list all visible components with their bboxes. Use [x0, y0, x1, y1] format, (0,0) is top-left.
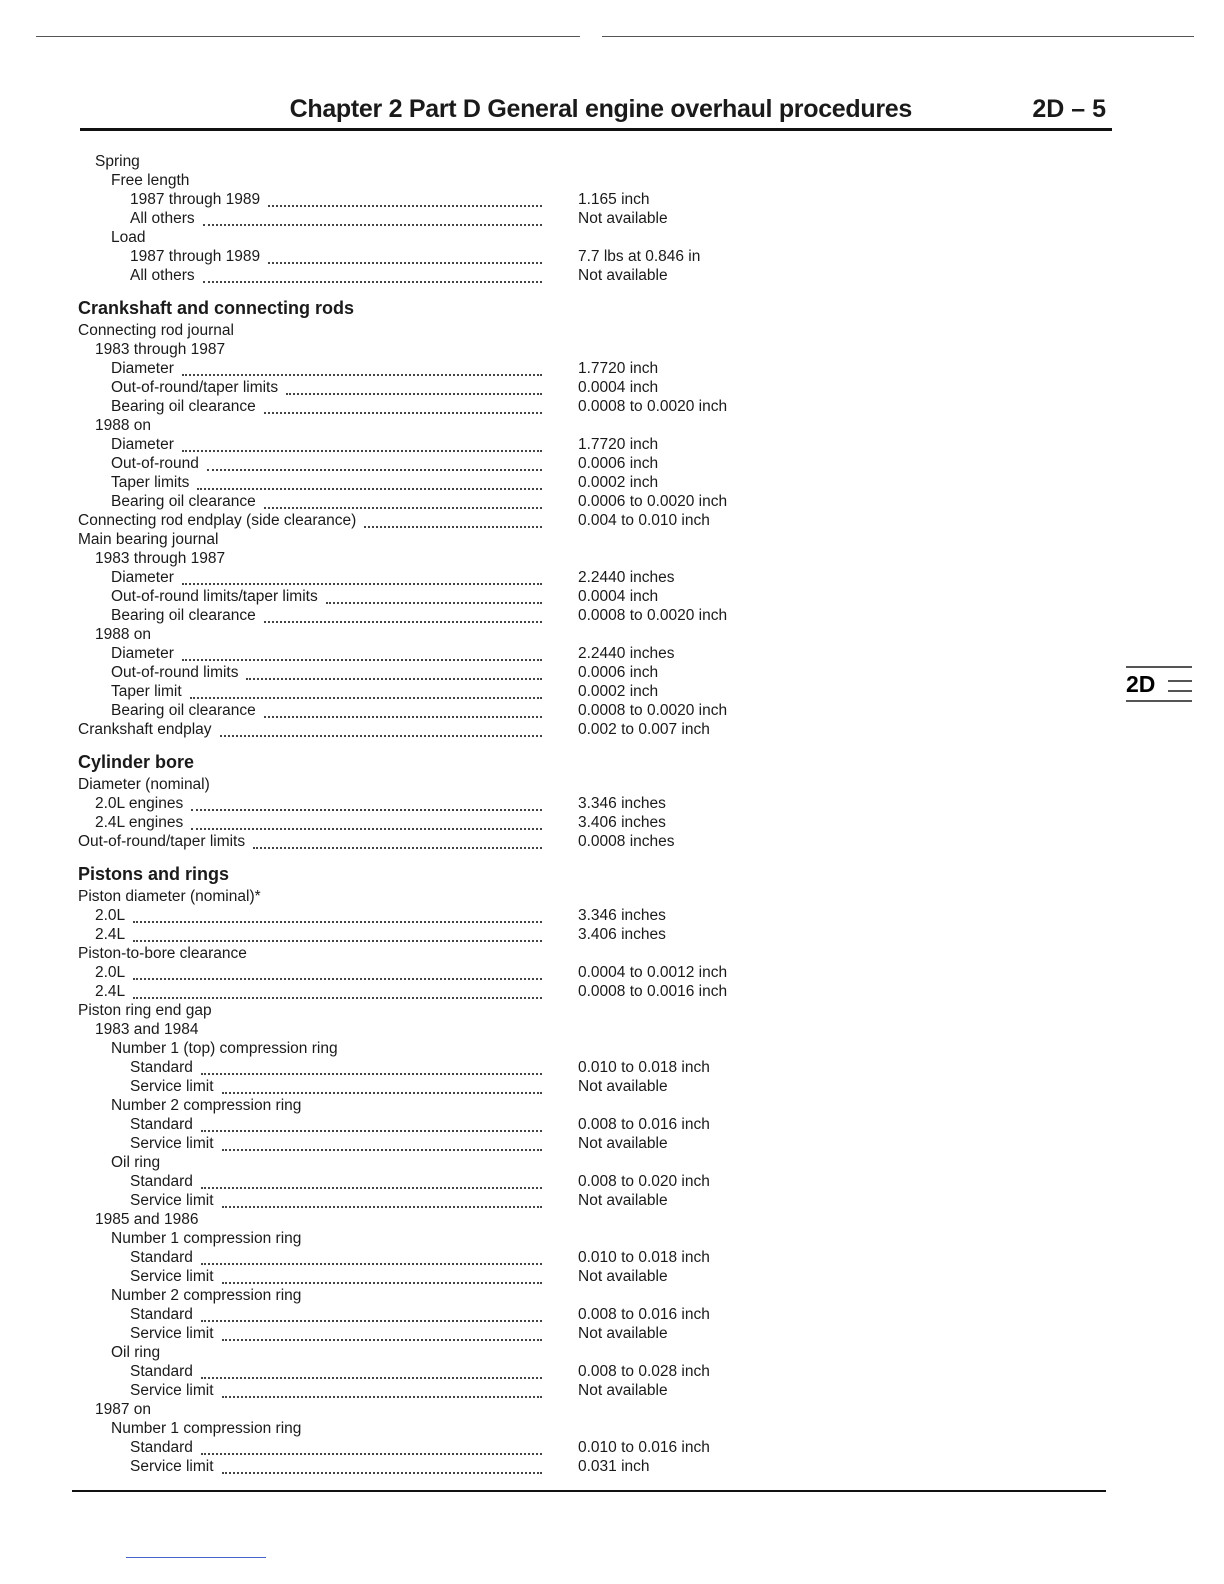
spec-value: 0.010 to 0.018 inch: [578, 1249, 710, 1266]
dot-leader: [182, 648, 542, 661]
spec-label: 2.0L engines: [95, 795, 184, 812]
spec-value: 2.2440 inches: [578, 569, 675, 586]
spec-value: 0.008 to 0.016 inch: [578, 1116, 710, 1133]
spec-label: Service limit: [130, 1325, 214, 1342]
spec-value: 0.0006 to 0.0020 inch: [578, 493, 728, 510]
spec-row: [0, 1096, 1224, 1115]
spec-label: Number 1 compression ring: [111, 1420, 302, 1437]
spec-label: Number 2 compression ring: [111, 1287, 302, 1304]
spec-value: Not available: [578, 1325, 668, 1342]
spec-label: 2.0L: [95, 964, 126, 981]
section-heading: [0, 861, 1224, 887]
spec-label: Oil ring: [111, 1154, 161, 1171]
dot-leader: [264, 705, 542, 718]
spec-value: 1.7720 inch: [578, 436, 659, 453]
dot-leader: [220, 724, 542, 737]
section-heading-text: Pistons and rings: [78, 864, 230, 884]
dot-leader: [222, 1081, 542, 1094]
spec-label: 2.4L: [95, 983, 126, 1000]
spec-row: [0, 1229, 1224, 1248]
spec-row: [0, 530, 1224, 549]
spec-label: Number 1 compression ring: [111, 1230, 302, 1247]
spec-label: Diameter: [111, 360, 174, 377]
spec-row: [0, 1324, 1224, 1343]
top-rule-right: [602, 36, 1194, 37]
spec-value: Not available: [578, 1078, 668, 1095]
spec-value: 3.406 inches: [578, 926, 666, 943]
spec-row: [0, 887, 1224, 906]
spec-label: 2.0L: [95, 907, 126, 924]
spec-row: [0, 228, 1224, 247]
spec-value: 0.0006 inch: [578, 664, 659, 681]
dot-leader: [222, 1138, 542, 1151]
section-heading: [0, 749, 1224, 775]
spec-label: 1983 through 1987: [95, 341, 226, 358]
spec-label: Diameter: [111, 645, 174, 662]
section-heading: [0, 295, 1224, 321]
dot-leader: [222, 1461, 542, 1474]
spec-label: Free length: [111, 172, 190, 189]
dot-leader: [222, 1385, 542, 1398]
spec-label: Diameter (nominal): [78, 776, 210, 793]
dot-leader: [264, 610, 542, 623]
spec-row: [0, 606, 1224, 625]
spec-row: [0, 1001, 1224, 1020]
spec-row: [0, 1153, 1224, 1172]
spec-label: Diameter: [111, 436, 174, 453]
spec-label: Load: [111, 229, 146, 246]
dot-leader: [203, 270, 542, 283]
spec-value: Not available: [578, 1382, 668, 1399]
dot-leader: [201, 1309, 542, 1322]
dot-leader: [201, 1176, 542, 1189]
tab-stripe: [1126, 700, 1192, 702]
spec-value: 1.165 inch: [578, 191, 650, 208]
spec-label: Crankshaft endplay: [78, 721, 212, 738]
spec-label: Piston diameter (nominal)*: [78, 888, 261, 905]
spec-row: [0, 340, 1224, 359]
spec-row: [0, 1191, 1224, 1210]
dot-leader: [191, 817, 542, 830]
footer-line: [126, 1557, 266, 1558]
spec-row: [0, 775, 1224, 794]
dot-leader: [364, 515, 542, 528]
spec-label: Taper limit: [111, 683, 182, 700]
dot-leader: [268, 251, 542, 264]
spec-row: [0, 1400, 1224, 1419]
spec-label: Oil ring: [111, 1344, 161, 1361]
dot-leader: [264, 401, 542, 414]
spec-value: 0.008 to 0.028 inch: [578, 1363, 710, 1380]
dot-leader: [182, 572, 542, 585]
spec-label: Service limit: [130, 1192, 214, 1209]
spec-label: Out-of-round/taper limits: [78, 833, 246, 850]
dot-leader: [191, 798, 542, 811]
spec-value: Not available: [578, 1268, 668, 1285]
spec-label: Bearing oil clearance: [111, 493, 256, 510]
spec-value: 0.002 to 0.007 inch: [578, 721, 710, 738]
spec-label: 1987 through 1989: [130, 191, 261, 208]
spec-row: [0, 492, 1224, 511]
spec-value: 0.031 inch: [578, 1458, 650, 1475]
spec-row: [0, 152, 1224, 171]
tab-stripe: [1168, 680, 1192, 682]
spec-value: Not available: [578, 267, 668, 284]
spec-row: [0, 813, 1224, 832]
spec-row: [0, 1039, 1224, 1058]
spec-label: Number 1 (top) compression ring: [111, 1040, 338, 1057]
spec-row: [0, 1419, 1224, 1438]
spec-label: Number 2 compression ring: [111, 1097, 302, 1114]
spec-label: Service limit: [130, 1135, 214, 1152]
spec-row: [0, 1267, 1224, 1286]
spec-label: Standard: [130, 1116, 193, 1133]
page-title: Chapter 2 Part D General engine overhaul procedures: [289, 95, 912, 123]
spec-row: [0, 625, 1224, 644]
spec-value: 0.010 to 0.016 inch: [578, 1439, 710, 1456]
spec-value: 0.0004 to 0.0012 inch: [578, 964, 728, 981]
page-header: [80, 94, 1112, 131]
spec-row: [0, 1210, 1224, 1229]
spec-value: 3.406 inches: [578, 814, 666, 831]
spec-value: 0.0008 to 0.0020 inch: [578, 607, 728, 624]
dot-leader: [222, 1328, 542, 1341]
spec-row: [0, 1077, 1224, 1096]
spec-row: [0, 473, 1224, 492]
spec-value: 2.2440 inches: [578, 645, 675, 662]
spec-label: Spring: [95, 153, 140, 170]
spec-value: 0.004 to 0.010 inch: [578, 512, 710, 529]
dot-leader: [201, 1062, 542, 1075]
section-heading-text: Crankshaft and connecting rods: [78, 298, 355, 318]
spec-label: Piston-to-bore clearance: [78, 945, 247, 962]
spec-label: Connecting rod journal: [78, 322, 234, 339]
spec-value: 1.7720 inch: [578, 360, 659, 377]
tab-label: 2D: [1126, 671, 1156, 697]
spec-row: [0, 1305, 1224, 1324]
dot-leader: [222, 1271, 542, 1284]
spec-label: 1983 and 1984: [95, 1021, 199, 1038]
spec-label: Service limit: [130, 1458, 214, 1475]
dot-leader: [246, 667, 542, 680]
dot-leader: [201, 1252, 542, 1265]
spec-label: 1988 on: [95, 417, 152, 434]
spec-row: [0, 171, 1224, 190]
spec-label: Standard: [130, 1249, 193, 1266]
spec-row: [0, 1438, 1224, 1457]
spec-value: 0.0002 inch: [578, 683, 659, 700]
spec-row: [0, 1115, 1224, 1134]
spec-value: Not available: [578, 1192, 668, 1209]
spec-label: 1988 on: [95, 626, 152, 643]
spec-row: [0, 321, 1224, 340]
spec-label: Service limit: [130, 1078, 214, 1095]
spec-row: [0, 944, 1224, 963]
spec-row: [0, 568, 1224, 587]
spec-value: 0.008 to 0.016 inch: [578, 1306, 710, 1323]
spec-label: Service limit: [130, 1382, 214, 1399]
spec-label: 1983 through 1987: [95, 550, 226, 567]
section-heading-text: Cylinder bore: [78, 752, 195, 772]
dot-leader: [133, 929, 542, 942]
spec-row: [0, 454, 1224, 473]
spec-value: 7.7 lbs at 0.846 in: [578, 248, 701, 265]
spec-row: [0, 416, 1224, 435]
spec-row: [0, 1020, 1224, 1039]
spec-row: [0, 701, 1224, 720]
dot-leader: [182, 439, 542, 452]
spec-label: Out-of-round/taper limits: [111, 379, 279, 396]
dot-leader: [268, 194, 542, 207]
dot-leader: [286, 382, 542, 395]
spec-row: [0, 1134, 1224, 1153]
spec-value: 0.0008 to 0.0016 inch: [578, 983, 728, 1000]
spec-value: Not available: [578, 1135, 668, 1152]
spec-row: [0, 720, 1224, 739]
spec-row: [0, 549, 1224, 568]
spec-label: Service limit: [130, 1268, 214, 1285]
spec-label: 2.4L engines: [95, 814, 184, 831]
spec-row: [0, 1381, 1224, 1400]
dot-leader: [197, 477, 542, 490]
spec-value: 0.0002 inch: [578, 474, 659, 491]
spec-row: [0, 1058, 1224, 1077]
dot-leader: [264, 496, 542, 509]
dot-leader: [222, 1195, 542, 1208]
spec-label: Connecting rod endplay (side clearance): [78, 512, 357, 529]
specifications-list: [0, 152, 1224, 1476]
spec-row: [0, 378, 1224, 397]
spec-row: [0, 906, 1224, 925]
spec-value: 0.0008 to 0.0020 inch: [578, 702, 728, 719]
dot-leader: [326, 591, 542, 604]
spec-value: 0.0008 to 0.0020 inch: [578, 398, 728, 415]
page-number: 2D – 5: [1032, 95, 1106, 123]
spec-label: All others: [130, 267, 195, 284]
dot-leader: [203, 213, 542, 226]
spec-row: [0, 511, 1224, 530]
dot-leader: [201, 1366, 542, 1379]
chapter-thumb-tab: [1126, 660, 1192, 710]
spec-label: Standard: [130, 1439, 193, 1456]
dot-leader: [253, 836, 542, 849]
spec-label: Diameter: [111, 569, 174, 586]
spec-label: Standard: [130, 1306, 193, 1323]
spec-value: 3.346 inches: [578, 907, 666, 924]
spec-row: [0, 1343, 1224, 1362]
dot-leader: [207, 458, 542, 471]
spec-row: [0, 963, 1224, 982]
spec-label: All others: [130, 210, 195, 227]
tab-stripe: [1168, 690, 1192, 692]
spec-label: Main bearing journal: [78, 531, 219, 548]
spec-label: Taper limits: [111, 474, 190, 491]
spec-value: 0.0006 inch: [578, 455, 659, 472]
spec-row: [0, 209, 1224, 228]
spec-row: [0, 266, 1224, 285]
spec-label: Out-of-round: [111, 455, 199, 472]
spec-label: Standard: [130, 1059, 193, 1076]
spec-row: [0, 644, 1224, 663]
top-rule-left: [36, 36, 580, 37]
spec-label: 1987 on: [95, 1401, 152, 1418]
bottom-rule: [72, 1490, 1106, 1492]
spec-label: Standard: [130, 1173, 193, 1190]
spec-row: [0, 682, 1224, 701]
spec-row: [0, 190, 1224, 209]
spec-label: Bearing oil clearance: [111, 702, 256, 719]
spec-label: Bearing oil clearance: [111, 398, 256, 415]
dot-leader: [201, 1442, 542, 1455]
dot-leader: [182, 363, 542, 376]
spec-value: 0.008 to 0.020 inch: [578, 1173, 710, 1190]
spec-label: Out-of-round limits/taper limits: [111, 588, 318, 605]
spec-value: Not available: [578, 210, 668, 227]
spec-row: [0, 794, 1224, 813]
dot-leader: [190, 686, 542, 699]
dot-leader: [133, 910, 542, 923]
spec-row: [0, 397, 1224, 416]
spec-row: [0, 1362, 1224, 1381]
spec-label: 1987 through 1989: [130, 248, 261, 265]
dot-leader: [201, 1119, 542, 1132]
spec-value: 0.010 to 0.018 inch: [578, 1059, 710, 1076]
spec-label: Out-of-round limits: [111, 664, 239, 681]
dot-leader: [133, 986, 542, 999]
spec-row: [0, 359, 1224, 378]
spec-row: [0, 663, 1224, 682]
spec-value: 0.0008 inches: [578, 833, 675, 850]
spec-value: 0.0004 inch: [578, 379, 659, 396]
spec-label: Standard: [130, 1363, 193, 1380]
tab-stripe: [1126, 666, 1192, 668]
spec-row: [0, 247, 1224, 266]
spec-row: [0, 1286, 1224, 1305]
spec-row: [0, 925, 1224, 944]
spec-value: 3.346 inches: [578, 795, 666, 812]
spec-label: Piston ring end gap: [78, 1002, 212, 1019]
dot-leader: [133, 967, 542, 980]
spec-row: [0, 1457, 1224, 1476]
spec-row: [0, 1172, 1224, 1191]
spec-row: [0, 982, 1224, 1001]
spec-row: [0, 587, 1224, 606]
spec-label: 2.4L: [95, 926, 126, 943]
spec-label: Bearing oil clearance: [111, 607, 256, 624]
spec-value: 0.0004 inch: [578, 588, 659, 605]
spec-row: [0, 1248, 1224, 1267]
spec-label: 1985 and 1986: [95, 1211, 199, 1228]
spec-row: [0, 832, 1224, 851]
spec-row: [0, 435, 1224, 454]
